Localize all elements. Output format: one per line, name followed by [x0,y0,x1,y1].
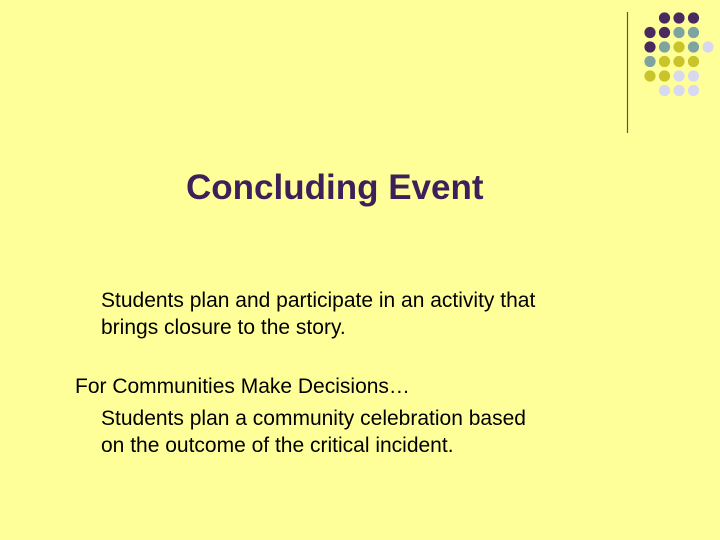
decor-dot [659,27,670,38]
paragraph-2-heading: For Communities Make Decisions… [75,375,410,398]
slide-title: Concluding Event [186,168,484,207]
decor-dot [659,70,670,81]
decor-dot [688,27,699,38]
dot-grid-decoration-icon [0,0,720,140]
decor-dot [673,41,684,52]
decor-dot [659,41,670,52]
decor-dot [673,85,684,96]
decor-dot [673,70,684,81]
paragraph-2-line-1: Students plan a community celebration based [101,407,526,430]
decor-dot [673,56,684,67]
decor-dot [688,85,699,96]
decor-dot [688,70,699,81]
decor-dot [659,56,670,67]
paragraph-1-line-1: Students plan and participate in an activity that [101,289,536,312]
paragraph-1-line-2: brings closure to the story. [101,316,346,339]
decor-dot [644,70,655,81]
decor-dot [644,56,655,67]
decor-dot [688,12,699,23]
paragraph-2-line-2: on the outcome of the critical incident. [101,434,454,457]
decor-dot [644,27,655,38]
decor-dot [659,12,670,23]
decor-dot [673,12,684,23]
decor-dot [673,27,684,38]
decor-dot [702,41,713,52]
decor-dot [688,41,699,52]
decor-dot [659,85,670,96]
decor-dot [688,56,699,67]
decor-dot [644,41,655,52]
